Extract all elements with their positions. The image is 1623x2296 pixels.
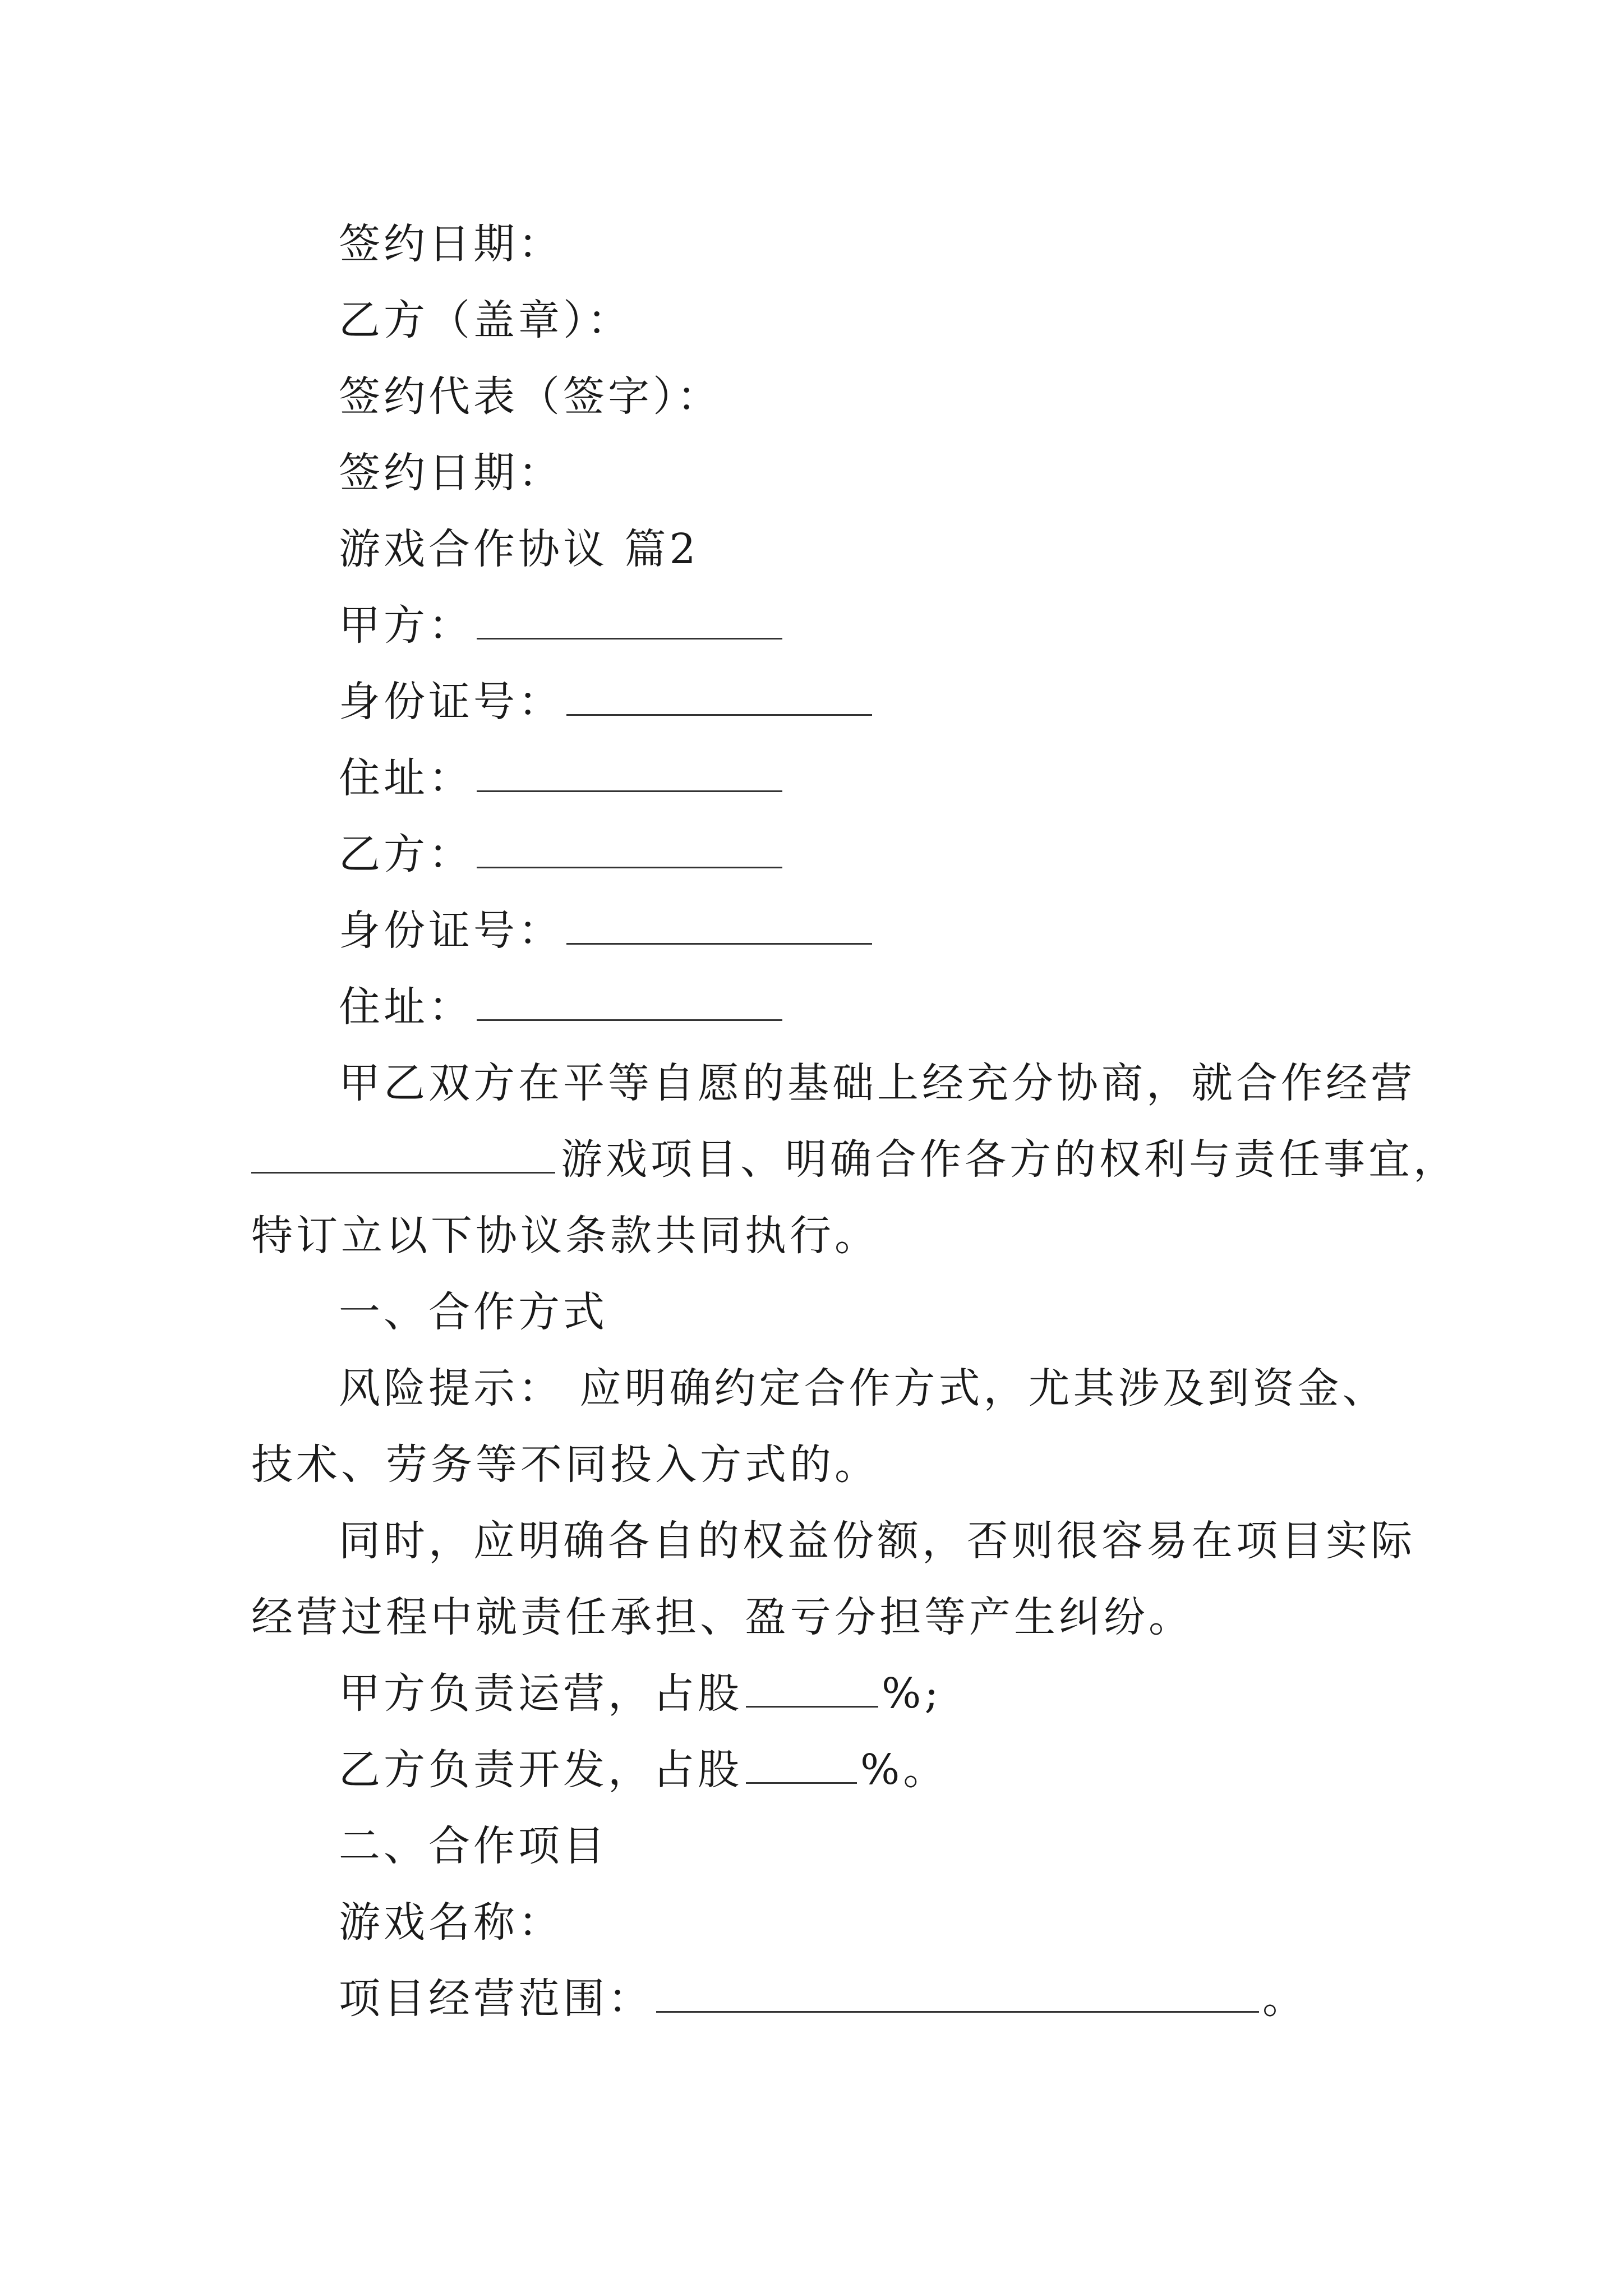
party-a-share-suffix: %; bbox=[882, 1669, 942, 1718]
party-a-label: 甲方： bbox=[339, 601, 473, 650]
party-b-seal-label: 乙方（盖章）： bbox=[339, 296, 632, 344]
also-note-line-1 bbox=[251, 1503, 1415, 1579]
also-note-line-2 bbox=[251, 1579, 1384, 1655]
party-b-address-blank bbox=[477, 987, 782, 1021]
party-b-blank bbox=[477, 834, 782, 868]
party-b-address-line bbox=[251, 969, 1384, 1045]
also-note-text-2: 经营过程中就责任承担、盈亏分担等产生纠纷。 bbox=[251, 1593, 1193, 1641]
section-title-text: 游戏合作协议 篇2 bbox=[339, 525, 699, 573]
risk-note-text-2: 技术、劳务等不同投入方式的。 bbox=[251, 1441, 879, 1489]
party-b-address-label: 住址： bbox=[339, 983, 473, 1031]
risk-note-text-1: 风险提示： 应明确约定合作方式，尤其涉及到资金、 bbox=[339, 1364, 1387, 1412]
party-a-share-blank bbox=[746, 1673, 878, 1708]
party-b-id-label: 身份证号： bbox=[339, 907, 563, 955]
party-b-share-blank bbox=[746, 1750, 857, 1784]
party-a-id-line bbox=[251, 664, 1384, 740]
game-name-line bbox=[251, 1884, 1384, 1961]
intro-paragraph-line-2 bbox=[251, 1121, 1458, 1198]
party-a-address-label: 住址： bbox=[339, 754, 473, 802]
business-scope-label: 项目经营范围： bbox=[339, 1975, 653, 2023]
party-b-share-prefix: 乙方负责开发，占股 bbox=[339, 1746, 743, 1794]
party-b-line bbox=[251, 816, 1384, 892]
sign-date-label: 签约日期： bbox=[339, 220, 563, 268]
party-b-seal-line bbox=[251, 282, 1384, 358]
game-project-blank bbox=[251, 1139, 555, 1174]
intro-text-2: 游戏项目、明确合作各方的权利与责任事宜， bbox=[561, 1135, 1458, 1184]
heading-cooperation-mode bbox=[251, 1274, 1384, 1350]
risk-note-line-1 bbox=[251, 1350, 1387, 1427]
sign-date-label-2: 签约日期： bbox=[339, 449, 563, 497]
sign-date-line bbox=[251, 206, 1384, 282]
party-b-label: 乙方： bbox=[339, 830, 473, 878]
sign-representative-line bbox=[251, 358, 1384, 435]
party-a-line bbox=[251, 587, 1384, 664]
party-a-id-label: 身份证号： bbox=[339, 678, 563, 726]
party-a-address-line bbox=[251, 740, 1384, 816]
party-a-share-line bbox=[251, 1655, 1384, 1732]
party-b-share-suffix: %。 bbox=[860, 1746, 948, 1794]
section-title bbox=[251, 511, 1384, 587]
intro-text-3: 特订立以下协议条款共同执行。 bbox=[251, 1212, 879, 1260]
party-a-id-blank bbox=[566, 682, 872, 716]
also-note-text-1: 同时，应明确各自的权益份额，否则很容易在项目实际 bbox=[339, 1517, 1415, 1565]
business-scope-line bbox=[251, 1961, 1384, 2037]
business-scope-blank bbox=[656, 1978, 1259, 2013]
party-b-id-line bbox=[251, 892, 1384, 969]
business-scope-suffix: 。 bbox=[1262, 1975, 1307, 2023]
intro-paragraph-line-3 bbox=[251, 1198, 1384, 1274]
intro-text-1: 甲乙双方在平等自愿的基础上经充分协商，就合作经营 bbox=[339, 1059, 1415, 1107]
party-b-share-line bbox=[251, 1732, 1384, 1808]
party-a-share-prefix: 甲方负责运营，占股 bbox=[339, 1669, 743, 1718]
game-name-label: 游戏名称： bbox=[339, 1898, 563, 1947]
sign-date-line-2 bbox=[251, 435, 1384, 511]
party-b-id-blank bbox=[566, 910, 872, 945]
party-a-blank bbox=[477, 605, 782, 639]
sign-representative-label: 签约代表（签字）： bbox=[339, 372, 722, 421]
heading-1-text: 一、合作方式 bbox=[339, 1288, 608, 1336]
intro-paragraph-line-1 bbox=[251, 1045, 1415, 1121]
heading-cooperation-project bbox=[251, 1808, 1384, 1884]
heading-2-text: 二、合作项目 bbox=[339, 1822, 608, 1870]
document-content bbox=[251, 206, 1458, 2037]
risk-note-line-2 bbox=[251, 1427, 1384, 1503]
party-a-address-blank bbox=[477, 758, 782, 792]
